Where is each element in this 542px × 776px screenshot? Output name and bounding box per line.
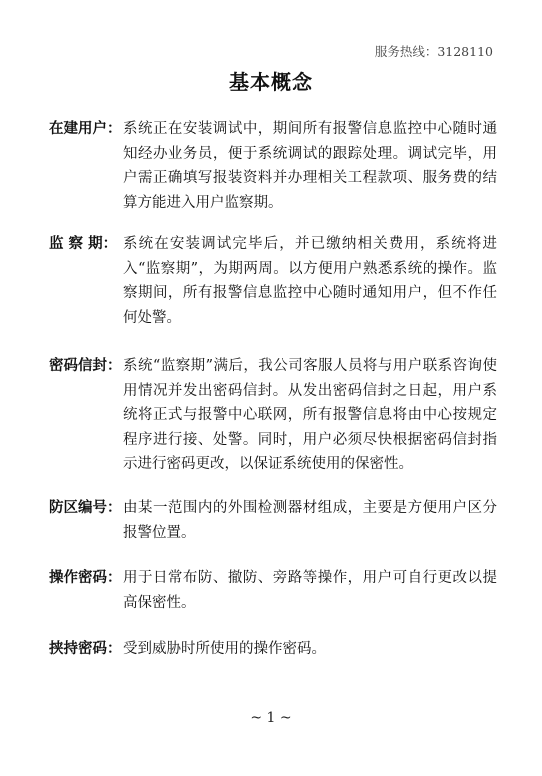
entry-term [49,566,123,591]
entry-term [49,496,123,521]
entry-term-text: 防区编号 [49,499,107,516]
entry-term [49,117,123,142]
glossary-entry-operation-password [49,566,497,615]
entry-definition: 由某一范围内的外围检测器材组成，主要是方便用户区分报警位置。 [123,500,497,541]
entry-colon: ： [107,120,122,137]
glossary-entry-construction-user [49,117,497,215]
glossary-entry-zone-number [49,496,497,545]
entry-definition: 系统正在安装调试中，期间所有报警信息监控中心随时通知经办业务员，便于系统调试的跟踪处理。调试完毕，用户需正确填写报装资料并办理相关工程款项、服务费的结算方能进入用户监察期。 [123,121,497,211]
glossary-entry-password-envelope [49,354,497,477]
entry-colon: ： [107,640,122,657]
entry-definition: 用于日常布防、撤防、旁路等操作，用户可自行更改以提高保密性。 [123,570,497,611]
entry-definition: 受到威胁时所使用的操作密码。 [123,641,326,657]
service-hotline: 服务热线：3128110 [374,44,493,59]
entry-term [49,354,123,379]
entry-term [49,637,123,662]
entry-term-text: 挟持密码 [49,640,107,657]
entry-term-text: 密码信封 [49,357,107,374]
entry-term-text: 在建用户 [49,120,107,137]
entry-colon: ： [107,499,122,516]
entry-definition: 系统在安装调试完毕后，并已缴纳相关费用，系统将进入“监察期”，为期两周。以方便用户熟悉系统的操作。监察期间，所有报警信息监控中心随时通知用户，但不作任何处警。 [123,236,497,326]
page-title: 基本概念 [229,70,313,94]
entry-term-text: 操作密码 [49,569,107,586]
page-number: ~ 1 ~ [250,710,292,726]
entry-term [49,232,123,257]
glossary-entry-duress-password [49,637,497,662]
entry-colon: ： [107,569,122,586]
entry-colon: ： [102,235,118,252]
entry-colon: ： [107,357,122,374]
entry-term-text: 监 察 期 [49,235,103,252]
glossary-entry-monitoring-period [49,232,497,330]
entry-definition: 系统“监察期”满后，我公司客服人员将与用户联系咨询使用情况并发出密码信封。从发出密码信封之日起，用户系统将正式与报警中心联网，所有报警信息将由中心按规定程序进行接、处警。同时，用户必须尽快根据密码信封指示进行密码更改，以保证系统使用的保密性。 [123,358,497,472]
